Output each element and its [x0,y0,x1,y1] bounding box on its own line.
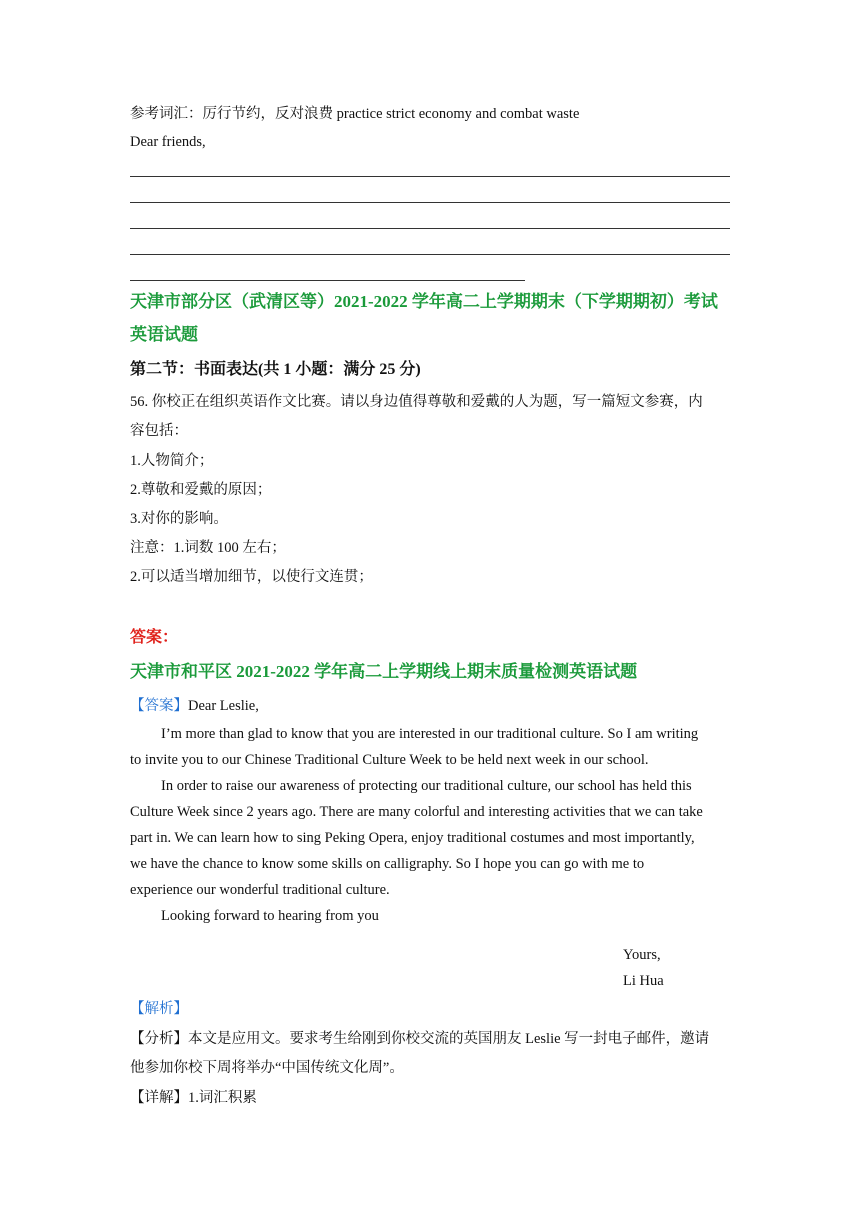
paragraph-line: part in. We can learn how to sing Peking Opera, enjoy traditional costumes and most importantly, [130,830,695,846]
section-title: 英语试题 [130,325,198,344]
note-text: 2.可以适当增加细节，以使行文连贯； [130,569,373,585]
answer-greeting [130,696,259,716]
section-title: 天津市部分区（武清区等）2021-2022 学年高二上学期期末（下学期期初）考试 [130,292,718,311]
paragraph-line: Looking forward to hearing from you [161,908,379,924]
paragraph-line: I’m more than glad to know that you are interested in our traditional culture. So I am writing [161,726,699,742]
list-item: 1.人物简介； [130,453,214,469]
paragraph-line: experience our wonderful traditional culture. [130,882,390,898]
paragraph-line: In order to raise our awareness of protecting our traditional culture, our school has held this [161,778,692,794]
writing-line [130,202,730,203]
list-item: 3.对你的影响。 [130,511,228,527]
answer-label: 答案： [130,629,179,646]
greeting-text: Dear Leslie, [188,698,259,714]
signoff: Yours, [623,947,661,963]
letter-greeting: Dear friends, [130,134,206,150]
paragraph-line: we have the chance to know some skills on calligraphy. So I hope you can go with me to [130,856,645,872]
analysis-text: 他参加你校下周将举办“中国传统文化周”。 [130,1060,404,1076]
detail-text: 【详解】1.词汇积累 [130,1090,257,1106]
vocab-hint: 参考词汇：厉行节约，反对浪费 practice strict economy and combat waste [130,106,580,122]
writing-line [130,176,730,177]
writing-line [130,228,730,229]
part-title: 第二节：书面表达(共 1 小题：满分 25 分) [130,361,421,378]
list-item: 2.尊敬和爱戴的原因； [130,482,272,498]
question-text: 容包括： [130,423,188,439]
section-title: 天津市和平区 2021-2022 学年高二上学期线上期末质量检测英语试题 [130,662,638,681]
analysis-tag: 【解析】 [130,1001,188,1017]
analysis-text: 【分析】本文是应用文。要求考生给刚到你校交流的英国朋友 Leslie 写一封电子邮件，邀请 [130,1031,710,1047]
note-text: 注意：1.词数 100 左右； [130,540,286,556]
paragraph-line: to invite you to our Chinese Traditional Culture Week to be held next week in our school. [130,752,649,768]
question-text: 56. 你校正在组织英语作文比赛。请以身边值得尊敬和爱戴的人为题，写一篇短文参赛，内 [130,394,703,410]
signature-name: Li Hua [623,973,664,989]
writing-line [130,280,525,281]
writing-line [130,254,730,255]
paragraph-line: Culture Week since 2 years ago. There are many colorful and interesting activities that we can take [130,804,703,820]
answer-tag: 【答案】 [130,698,188,714]
